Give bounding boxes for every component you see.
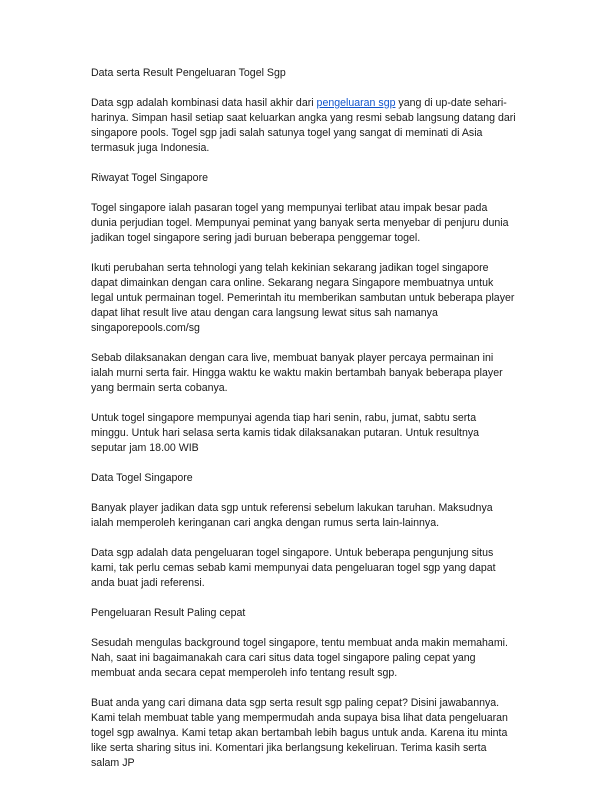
paragraph: Sebab dilaksanakan dengan cara live, membuat banyak player percaya permainan ini ialah murni serta fair. Hingga waktu ke waktu makin bertambah banyak beberapa player yang bermain serta cobanya. (91, 352, 503, 394)
paragraph: Togel singapore ialah pasaran togel yang mempunyai terlibat atau impak besar pada dunia perjudian togel. Mempunyai peminat yang banyak serta menyebar di penjuru dunia jadikan togel singapore sering jadi buruan beberapa penggemar togel. (91, 202, 509, 244)
paragraph: Untuk togel singapore mempunyai agenda tiap hari senin, rabu, jumat, sabtu serta minggu. Untuk hari selasa serta kamis tidak dilaksanakan putaran. Untuk resultnya seputar jam 18.00 WIB (91, 412, 480, 454)
paragraph: Buat anda yang cari dimana data sgp serta result sgp paling cepat? Disini jawabannya. Kami telah membuat table yang mempermudah anda supaya bisa lihat data pengeluaran togel sgp awalnya. Kami tetap akan bertambah lebih bagus untuk anda. Karena itu minta like serta sharing situs ini. Komentari jika berlangsung kekeliruan. Terima kasih serta salam JP (91, 697, 508, 769)
document-body (91, 66, 516, 786)
section-heading-riwayat: Riwayat Togel Singapore (91, 172, 208, 184)
document-title: Data serta Result Pengeluaran Togel Sgp (91, 67, 286, 79)
section-heading-data-togel: Data Togel Singapore (91, 472, 193, 484)
paragraph: Sesudah mengulas background togel singapore, tentu membuat anda makin memahami. Nah, saat ini bagaimanakah cara cari situs data togel singapore paling cepat yang membuat anda secara cepat memperoleh info tentang result sgp. (91, 637, 508, 679)
intro-text-after: yang di up-date sehari-harinya. Simpan hasil setiap saat keluarkan angka yang resmi sebab langsung datang dari singapore pools. Togel sgp jadi salah satunya togel yang sangat di meminati di Asia termasuk juga Indonesia. (91, 97, 516, 154)
paragraph: Ikuti perubahan serta tehnologi yang telah kekinian sekarang jadikan togel singapore dapat dimainkan dengan cara online. Sekarang negara Singapore membuatnya untuk legal untuk permainan togel. Pemerintah itu memberikan sambutan untuk beberapa player dapat lihat result live atau dengan cara langsung lewat situs sah namanya singaporepools.com/sg (91, 262, 515, 334)
section-heading-pengeluaran: Pengeluaran Result Paling cepat (91, 607, 246, 619)
intro-paragraph (91, 96, 516, 156)
pengeluaran-sgp-link[interactable]: pengeluaran sgp (316, 97, 396, 109)
intro-text-before: Data sgp adalah kombinasi data hasil akhir dari (91, 97, 317, 109)
paragraph: Data sgp adalah data pengeluaran togel singapore. Untuk beberapa pengunjung situs kami, tak perlu cemas sebab kami mempunyai data pengeluaran togel sgp yang dapat anda buat jadi referensi. (91, 547, 496, 589)
paragraph: Banyak player jadikan data sgp untuk referensi sebelum lakukan taruhan. Maksudnya ialah memperoleh keringanan cari angka dengan rumus serta lain-lainnya. (91, 502, 493, 529)
